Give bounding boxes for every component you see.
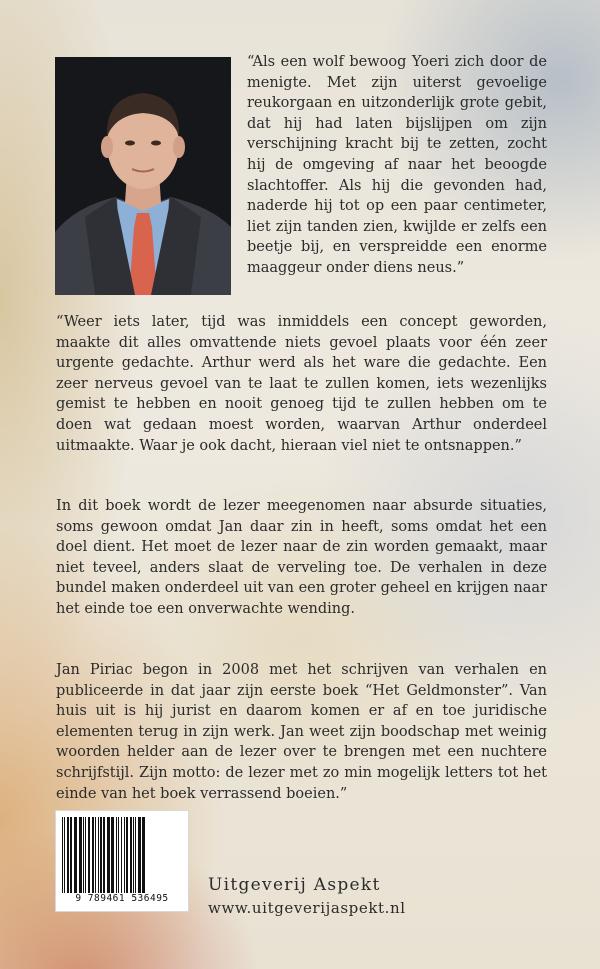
quote-middle: “Weer iets later, tijd was inmiddels een concept geworden, maakte dit alles omvattende niets gevoel plaats voor één zeer urgente gedachte. Arthur werd als het ware die gedachte. Een zeer nerveus gevoel van te laat te zullen komen, iets wezenlijks gemist te hebben en nooit genoeg tijd te zullen hebben om te doen wat gedaan moest worden, waarvan Arthur onderdeel uitmaakte. Waar je ook dacht, hieraan viel niet te ontsnappen.” [56,314,547,454]
author-photo [55,57,231,295]
isbn-number: 9 789461 536495 [75,893,169,904]
quote-top: “Als een wolf bewoog Yoeri zich door de menigte. Met zijn uiterst gevoelige reukorgaan en uitzonderlijk grote gebit, dat hij had laten bijslijpen om zijn verschijning kracht bij te zetten, zocht hij de omgeving af naar het beoogde slachtoffer. Als hij die gevonden had, naderde hij tot op een paar centimeter, liet zijn tanden zien, kwijlde er zelfs een beetje bij, en verspreidde een enorme maaggeur onder diens neus.” [247,54,547,276]
author-bio: Jan Piriac begon in 2008 met het schrijven van verhalen en publiceerde in dat jaar zijn eerste boek “Het Geldmonster”. Van huis uit is hij jurist en daarom komen er af en toe juridische elementen terug in zijn werk. Jan weet zijn boodschap met weinig woorden helder aan de lezer over te brengen met een nuchtere schrijfstijl. Zijn motto: de lezer met zo min mogelijk letters tot het einde van het boek verrassend boeien.” [56,662,547,802]
publisher-url[interactable]: www.uitgeverijaspekt.nl [208,899,406,917]
blurb: In dit boek wordt de lezer meegenomen naar absurde situaties, soms gewoon omdat Jan daar zin in heeft, soms omdat het een doel dient. Het moet de lezer naar de zin worden gemaakt, maar niet teveel, anders slaat de verveling toe. De verhalen in deze bundel maken onderdeel uit van een groter geheel en krijgen naar het einde toe een onverwachte wending. [56,498,547,617]
publisher-name: Uitgeverij Aspekt [208,875,381,895]
